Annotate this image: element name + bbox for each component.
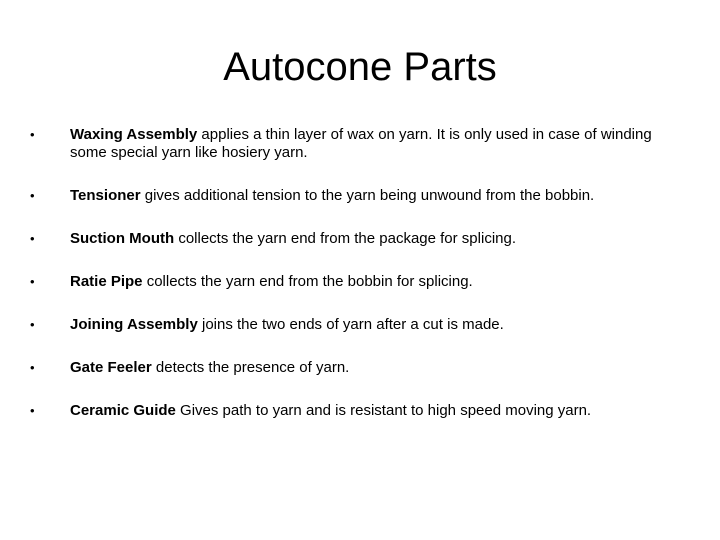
bullet-description: joins the two ends of yarn after a cut is made. <box>197 316 504 333</box>
bullet-item-ratie-pipe <box>30 273 660 291</box>
bullet-description: collects the yarn end from the package for splicing. <box>174 230 516 247</box>
bullet-term: Ratie Pipe <box>70 273 143 290</box>
bullet-point: • <box>30 127 35 142</box>
bullet-point: • <box>30 274 35 289</box>
bullet-list <box>30 126 660 445</box>
bullet-point: • <box>30 317 35 332</box>
bullet-item-suction-mouth <box>30 230 660 248</box>
bullet-term: Ceramic Guide <box>70 402 176 419</box>
bullet-term: Joining Assembly <box>70 316 198 333</box>
bullet-point: • <box>30 403 35 418</box>
bullet-point: • <box>30 188 35 203</box>
bullet-item-tensioner <box>30 187 660 205</box>
bullet-item-gate-feeler <box>30 359 660 377</box>
bullet-description: gives additional tension to the yarn being unwound from the bobbin. <box>140 187 595 204</box>
slide-title: Autocone Parts <box>223 45 497 89</box>
bullet-description: Gives path to yarn and is resistant to high speed moving yarn. <box>175 402 592 419</box>
bullet-item-ceramic-guide <box>30 402 660 420</box>
bullet-item-waxing-assembly <box>30 126 660 162</box>
bullet-point: • <box>30 231 35 246</box>
bullet-description: collects the yarn end from the bobbin for splicing. <box>142 273 473 290</box>
bullet-term: Tensioner <box>70 187 141 204</box>
bullet-term: Waxing Assembly <box>70 126 198 143</box>
bullet-item-joining-assembly <box>30 316 660 334</box>
bullet-term: Suction Mouth <box>70 230 175 247</box>
bullet-point: • <box>30 360 35 375</box>
bullet-description: applies a thin layer of wax on yarn. It is only used in case of winding some special yarn like hosiery yarn. <box>70 126 652 161</box>
bullet-term: Gate Feeler <box>70 359 152 376</box>
bullet-description: detects the presence of yarn. <box>151 359 350 376</box>
